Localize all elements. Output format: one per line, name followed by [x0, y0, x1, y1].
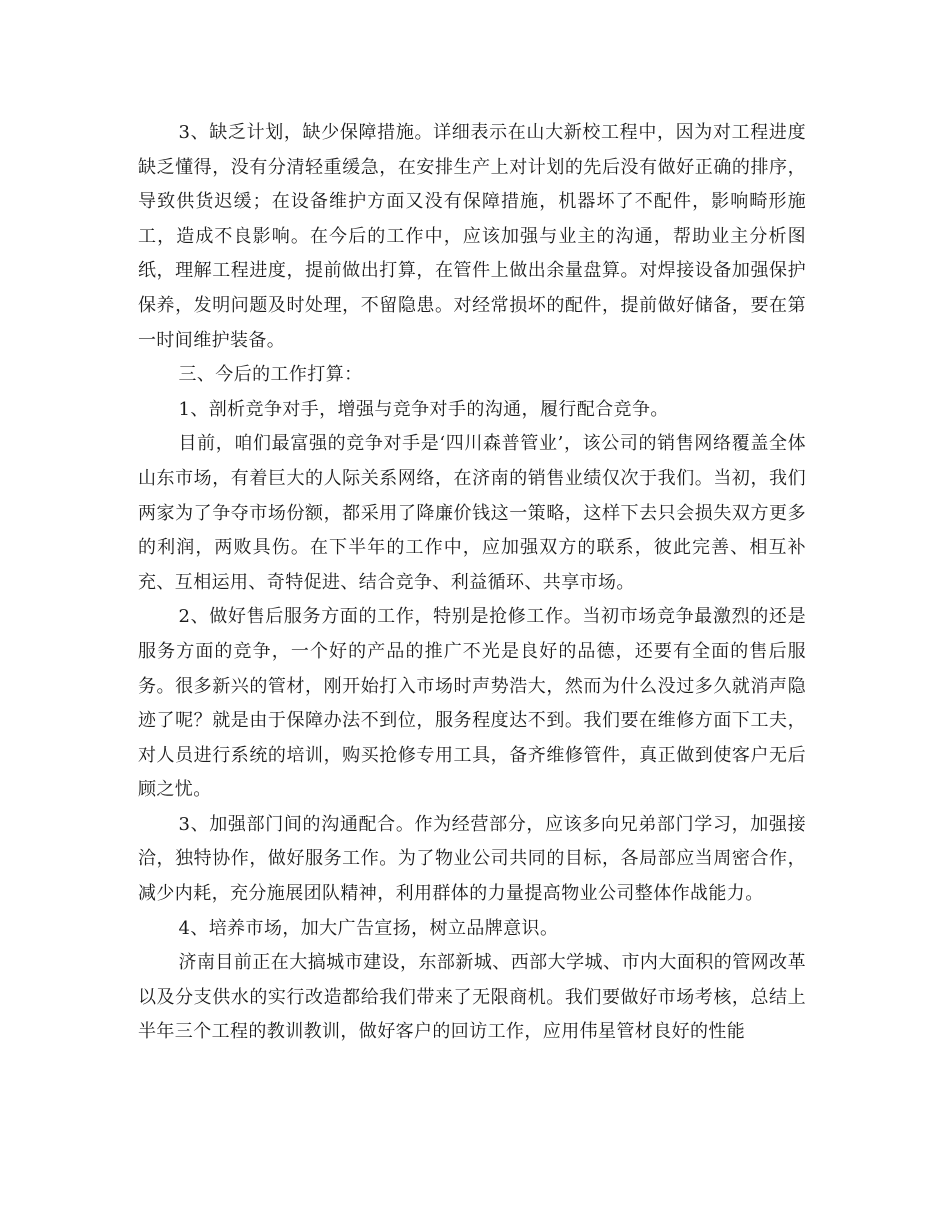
document-body — [138, 116, 806, 1050]
paragraph-3: 目前，咱们最富强的竞争对手是‘四川森普管业’，该公司的销售网络覆盖全体山东市场，有着巨大的人际关系网络，在济南的销售业绩仅次于我们。当初，我们两家为了争夺市场份额，都采用了降廉价钱这一策略，这样下去只会损失双方更多的利润，两败具伤。在下半年的工作中，应加强双方的联系，彼此完善、相互补充、互相运用、奇特促进、结合竞争、利益循环、共享市场。 — [138, 433, 806, 593]
paragraph-4: 2、做好售后服务方面的工作，特别是抢修工作。当初市场竞争最激烈的还是服务方面的竞争，一个好的产品的推广不光是良好的品德，还要有全面的售后服务。很多新兴的管材，刚开始打入市场时声势浩大，然而为什么没过多久就消声隐迹了呢？就是由于保障办法不到位，服务程度达不到。我们要在维修方面下工夫，对人员进行系统的培训，购买抢修专用工具，备齐维修管件，真正做到使客户无后顾之忧。 — [138, 606, 806, 801]
paragraph-2: 1、剖析竞争对手，增强与竞争对手的沟通，履行配合竞争。 — [178, 398, 669, 420]
paragraph-1: 3、缺乏计划，缺少保障措施。详细表示在山大新校工程中，因为对工程进度缺乏懂得，没有分清轻重缓急，在安排生产上对计划的先后没有做好正确的排序，导致供货迟缓；在设备维护方面又没有保障措施，机器坏了不配件，影响畸形施工，造成不良影响。在今后的工作中，应该加强与业主的沟通，帮助业主分析图纸，理解工程进度，提前做出打算，在管件上做出余量盘算。对焊接设备加强保护保养，发明问题及时处理，不留隐患。对经常损坏的配件，提前做好储备，要在第一时间维护装备。 — [138, 122, 806, 351]
paragraph-5: 3、加强部门间的沟通配合。作为经营部分，应该多向兄弟部门学习，加强接洽，独特协作，做好服务工作。为了物业公司共同的目标，各局部应当周密合作，减少内耗，充分施展团队精神，利用群体的力量提高物业公司整体作战能力。 — [138, 813, 806, 905]
paragraph-7: 济南目前正在大搞城市建设，东部新城、西部大学城、市内大面积的管网改革以及分支供水的实行改造都给我们带来了无限商机。我们要做好市场考核，总结上半年三个工程的教训教训，做好客户的回访工作，应用伟星管材良好的性能 — [138, 952, 806, 1043]
paragraph-6: 4、培养市场，加大广告宣扬，树立品牌意识。 — [178, 917, 559, 939]
section-heading: 三、今后的工作打算： — [178, 364, 363, 386]
